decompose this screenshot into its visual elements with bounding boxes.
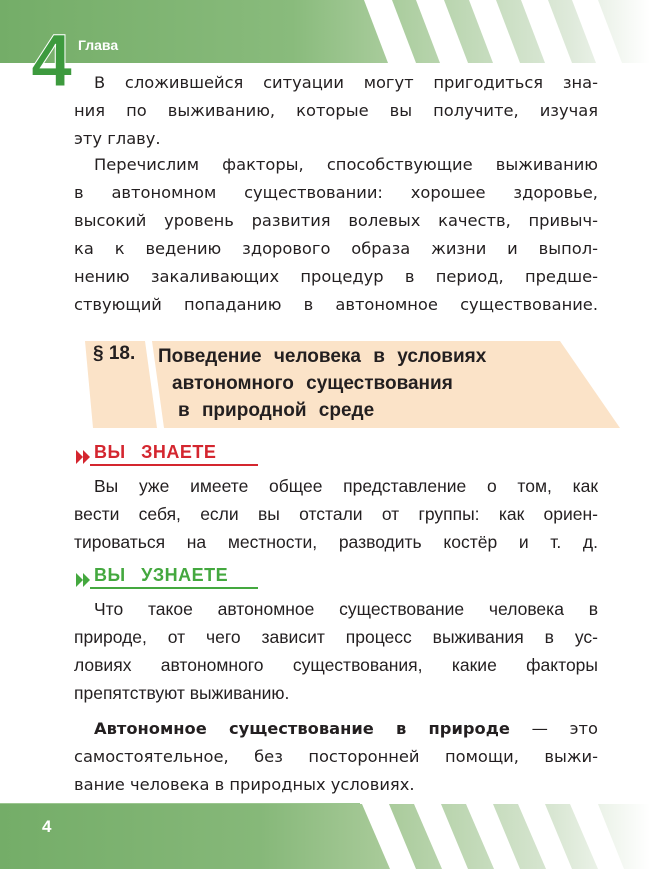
text-line: ка к ведению здорового образа жизни и выпол- [74, 239, 598, 258]
text-line: Что такое автономное существование человека в [94, 599, 598, 619]
chapter-label: Глава [78, 37, 119, 53]
definition-paragraph [74, 715, 598, 799]
chapter-header-band [0, 0, 650, 63]
section-number: § 18. [93, 343, 136, 364]
text-line: Перечислим факторы, способствующие выживанию [94, 155, 598, 174]
intro-paragraph [74, 69, 598, 153]
you-will-learn-label: ВЫ УЗНАЕТЕ [94, 565, 229, 585]
text-line: Вы уже имеете общее представление о том, как [94, 476, 598, 496]
text-line: тироваться на местности, разводить костёр и т. д. [74, 532, 598, 552]
you-will-learn-paragraph [74, 595, 598, 707]
heading-underline [90, 464, 258, 466]
definition-term: Автономное существование в природе [94, 719, 510, 738]
definition-dash: — это [509, 719, 599, 738]
text-line: высокий уровень развития волевых качеств, привыч- [74, 211, 598, 230]
section-title-line: Поведение человека в условиях [158, 346, 487, 367]
definition-first-line [74, 715, 598, 743]
text-line: вести себя, если вы отстали от группы: как ориен- [74, 504, 598, 524]
text-line: нению закаливающих процедур в период, предше- [74, 267, 598, 286]
you-know-label: ВЫ ЗНАЕТЕ [94, 442, 217, 462]
text-line: ния по выживанию, которые вы получите, изучая [74, 101, 598, 120]
page-number: 4 [42, 817, 52, 836]
text-line: эту главу. [74, 129, 161, 148]
decorative-stripes [0, 0, 650, 63]
page-footer-band [0, 804, 650, 869]
text-line: ствующий попаданию в автономное существование. [74, 295, 598, 314]
text-line: самостоятельное, без посторонней помощи, выжи- [74, 747, 598, 766]
text-line: В сложившейся ситуации могут пригодиться зна- [94, 73, 598, 92]
text-line: препятствуют выживанию. [74, 683, 290, 703]
text-line: природе, от чего зависит процесс выживания в ус- [74, 627, 598, 647]
text-line: в автономном существовании: хорошее здоровье, [74, 183, 598, 202]
text-line: вание человека в природных условиях. [74, 775, 415, 794]
double-arrow-icon [76, 573, 92, 587]
section-title-line: в природной среде [178, 400, 375, 421]
text-line: ловиях автономного существования, какие факторы [74, 655, 598, 675]
heading-underline [90, 587, 258, 589]
section-title-line: автономного существования [172, 373, 453, 394]
chapter-number: 4 [31, 19, 73, 102]
section-title [158, 343, 486, 424]
double-arrow-icon [76, 450, 92, 464]
factors-paragraph [74, 151, 598, 319]
you-know-paragraph [74, 472, 598, 556]
decorative-stripes [0, 804, 650, 869]
